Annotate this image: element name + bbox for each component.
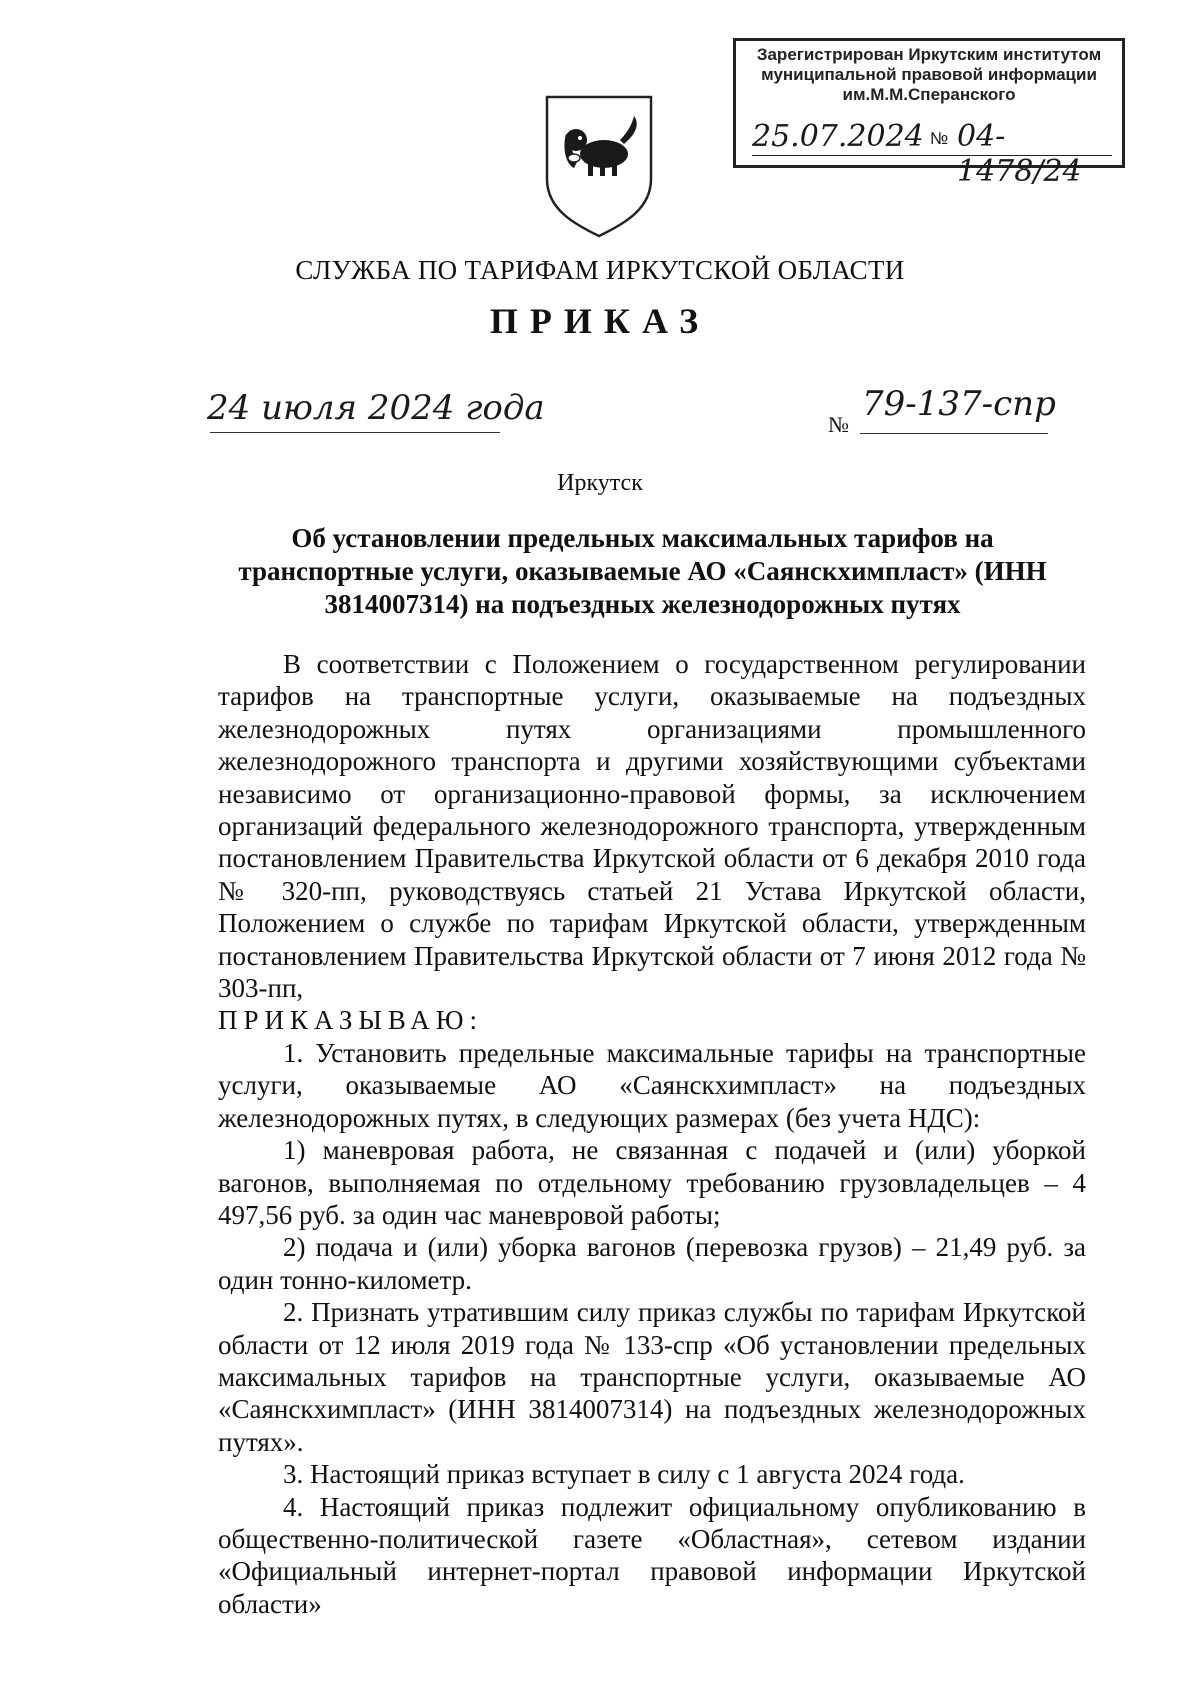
registration-stamp [733,38,1125,189]
stamp-underline [752,155,1112,156]
item-1-2: 2) подача и (или) уборка вагонов (перевозка грузов) – 21,49 руб. за один тонно-километр. [218,1232,1086,1295]
stamp-line-2: муниципальной правовой информации [761,65,1097,84]
stamp-line-1: Зарегистрирован Иркутским институтом [756,45,1102,64]
document-type: ПРИКАЗ [489,301,711,341]
stamp-number: 04-1478/24 [957,119,1082,189]
stamp-date: 25.07.2024 [752,119,924,154]
order-number-label: № [828,412,849,437]
stamp-handwritten [752,119,1112,189]
irkutsk-coat-of-arms-icon [544,94,654,239]
number-underline [860,433,1048,434]
order-number-handwritten: 79-137-спр [862,384,1056,424]
date-underline [210,432,500,433]
stamp-line-3: им.М.М.Сперанского [842,85,1016,104]
order-subject: Об установлении предельных максимальных тарифов на транспортные услуги, оказываемые АО «Саянскхимпласт» (ИНН 3814007314) на подъездных железнодорожных путях [238,523,1047,619]
agency-name: СЛУЖБА ПО ТАРИФАМ ИРКУТСКОЙ ОБЛАСТИ [295,255,905,285]
city: Иркутск [557,470,643,496]
item-1-1: 1) маневровая работа, не связанная с подачей и (или) уборкой вагонов, выполняемая по отдельному требованию грузовладельцев – 4 497,56 руб. за один час маневровой работы; [218,1135,1086,1230]
order-date-handwritten: 24 июля 2024 года [207,388,545,428]
item-2: 2. Признать утратившим силу приказ службы по тарифам Иркутской области от 12 июля 2019 года № 133-спр «Об установлении предельных максимальных тарифов на транспортные услуги, оказываемые АО «Саянскхимпласт» (ИНН 3814007314) на подъездных железнодорожных путях». [218,1297,1086,1457]
item-1: 1. Установить предельные максимальные тарифы на транспортные услуги, оказываемые АО «Саянскхимпласт» на подъездных железнодорожных путях, в следующих размерах (без учета НДС): [218,1037,1086,1133]
orders-heading: ПРИКАЗЫВАЮ: [218,1005,483,1036]
item-4: 4. Настоящий приказ подлежит официальному опубликованию в общественно-политической газете «Областная», сетевом издании «Официальный интернет-портал правовой информации Иркутской области» [218,1491,1086,1619]
preamble: В соответствии с Положением о государственном регулировании тарифов на транспортные услуги, оказываемые на подъездных железнодорожных путях организациями промышленного железнодорожного транспорта и другими хозяйствующими субъектами независимо от организационно-правовой формы, за исключением организаций федерального железнодорожного транспорта, утвержденным постановлением Правительства Иркутской области от 6 декабря 2010 года № 320-пп, руководствуясь статьей 21 Устава Иркутской области, Положением о службе по тарифам Иркутской области, утвержденным постановлением Правительства Иркутской области от 7 июня 2012 года № 303-пп, [218,649,1086,1004]
item-3: 3. Настоящий приказ вступает в силу с 1 августа 2024 года. [283,1459,965,1490]
order-body [218,648,1086,1620]
stamp-number-label: № [930,129,949,148]
